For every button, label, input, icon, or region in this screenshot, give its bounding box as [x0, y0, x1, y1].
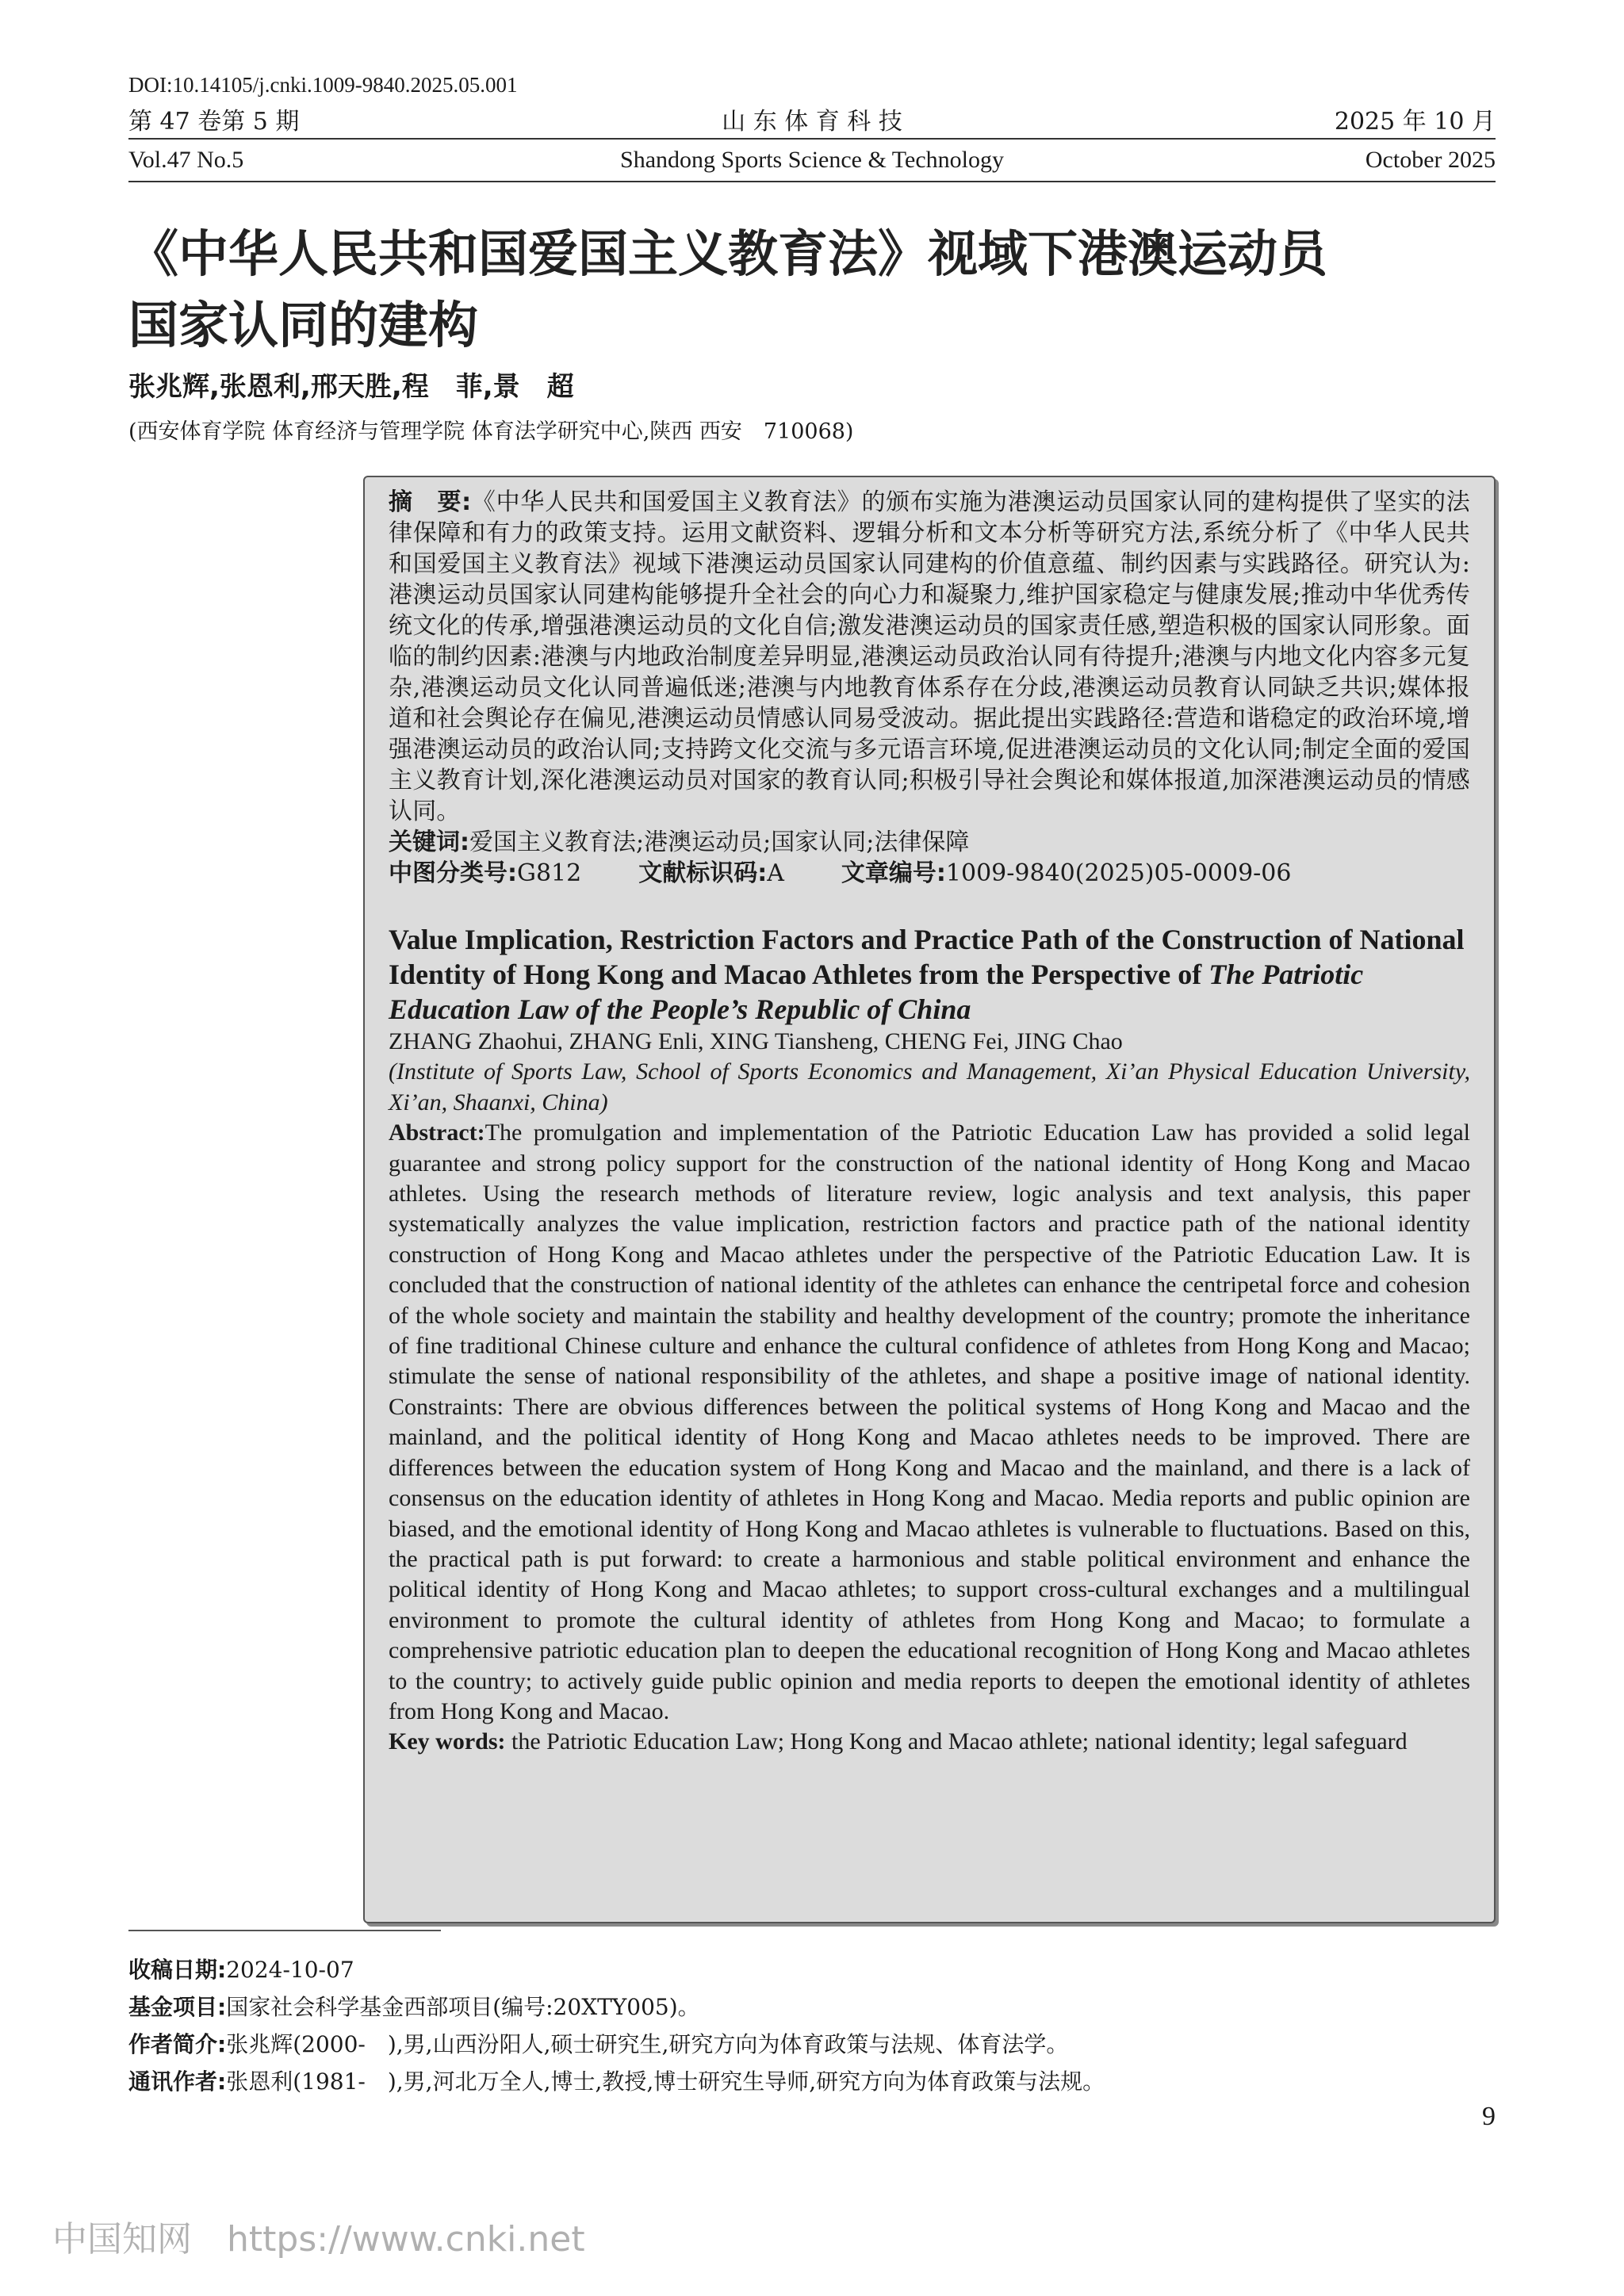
- received-label: 收稿日期:: [128, 1957, 227, 1983]
- english-keywords: [389, 1727, 1470, 1757]
- article-number-value: 1009-9840(2025)05-0009-06: [945, 859, 1292, 887]
- keywords-cn-text: 爱国主义教育法;港澳运动员;国家认同;法律保障: [469, 828, 970, 856]
- cnki-watermark: 中国知网 https://www.cnki.net: [52, 2219, 585, 2260]
- english-title-main: Value Implication, Restriction Factors and Practice Path of the Construction of National Identity of Hong Kong and Macao Athletes from the Perspective of: [389, 924, 1465, 990]
- article-title: [128, 219, 1508, 362]
- english-abstract: [389, 1118, 1470, 1727]
- corresponding-label: 通讯作者:: [128, 2068, 227, 2095]
- date-cn: 2025 年 10 月: [1334, 108, 1496, 136]
- affiliation: (西安体育学院 体育经济与管理学院 体育法学研究中心,陕西 西安 710068): [128, 419, 854, 444]
- clc-label: 中图分类号:: [389, 859, 517, 887]
- abstract-cn: [389, 487, 1470, 827]
- article-number-label: 文章编号:: [841, 859, 946, 887]
- english-affiliation-text: (Institute of Sports Law, School of Sports Economics and Management, Xi’an Physical Education University, Xi’an, Shaanxi, China): [389, 1058, 1470, 1115]
- classification-line: [389, 858, 1470, 889]
- footnote-fund: [128, 1990, 700, 2022]
- journal-name-cn: 山 东 体 育 科 技: [722, 108, 902, 136]
- abstract-cn-label: 摘 要:: [389, 488, 472, 516]
- english-keywords-text: the Patriotic Education Law; Hong Kong and Macao athlete; national identity; legal safeguard: [511, 1728, 1408, 1755]
- english-authors: ZHANG Zhaohui, ZHANG Enli, XING Tiansheng, CHENG Fei, JING Chao: [389, 1028, 1123, 1054]
- authors: 张兆辉,张恩利,邢天胜,程 菲,景 超: [128, 371, 574, 403]
- abstract-cn-text: 《中华人民共和国爱国主义教育法》的颁布实施为港澳运动员国家认同的建构提供了坚实的法律保障和有力的政策支持。运用文献资料、逻辑分析和文本分析等研究方法,系统分析了《中华人民共和国爱国主义教育法》视域下港澳运动员国家认同建构的价值意蕴、制约因素与实践路径。研究认为:港澳运动员国家认同建构能够提升全社会的向心力和凝聚力,维护国家稳定与健康发展;推动中华优秀传统文化的传承,增强港澳运动员的文化自信;激发港澳运动员的国家责任感,塑造积极的国家认同形象。面临的制约因素:港澳与内地政治制度差异明显,港澳运动员政治认同有待提升;港澳与内地文化内容多元复杂,港澳运动员文化认同普遍低迷;港澳与内地教育体系存在分歧,港澳运动员教育认同缺乏共识;媒体报道和社会舆论存在偏见,港澳运动员情感认同易受波动。据此提出实践路径:营造和谐稳定的政治环境,增强港澳运动员的政治认同;支持跨文化交流与多元语言环境,促进港澳运动员的文化认同;制定全面的爱国主义教育计划,深化港澳运动员对国家的教育认同;积极引导社会舆论和媒体报道,加深港澳运动员的情感认同。: [389, 488, 1471, 825]
- date-en: October 2025: [1365, 147, 1496, 173]
- doc-code-value: A: [767, 859, 784, 887]
- clc-value: G812: [517, 859, 582, 887]
- fund-label: 基金项目:: [128, 1994, 227, 2020]
- corresponding-text: 张恩利(1981- ),男,河北万全人,博士,教授,博士研究生导师,研究方向为体育政策与法规。: [226, 2068, 1105, 2095]
- fund-text: 国家社会科学基金西部项目(编号:20XTY005)。: [226, 1994, 700, 2020]
- journal-name-en: Shandong Sports Science & Technology: [620, 147, 1004, 173]
- english-abstract-text: The promulgation and implementation of the Patriotic Education Law has provided a solid legal guarantee and strong policy support for the construction of the national identity of Hong Kong and Macao athletes. Using the research methods of literature review, logic analysis and text analysis, this paper systematically analyzes the value implication, restriction factors and practice path of the national identity construction of Hong Kong and Macao athletes under the perspective of the Patriotic Education Law. It is concluded that the construction of national identity of the athletes can enhance the centripetal force and cohesion of the whole society and maintain the stability and healthy development of the country; promote the inheritance of fine traditional Chinese culture and enhance the cultural confidence of athletes from Hong Kong and Macao; stimulate the sense of national responsibility of the athletes, and shape a positive image of national identity. Constraints: There are obvious differences between the political systems of Hong Kong and Macao and the mainland, and the political identity of Hong Kong and Macao athletes needs to be improved. There are differences between the education system of Hong Kong and Macao and the mainland, and there is a lack of consensus on the education identity of athletes in Hong Kong and Macao. Media reports and public opinion are biased, and the emotional identity of Hong Kong and Macao athletes is vulnerable to fluctuations. Based on this, the practical path is put forward: to create a harmonious and stable political environment and enhance the political identity of Hong Kong and Macao athletes; to support cross-cultural exchanges and a multilingual environment to promote the cultural identity of athletes from Hong Kong and Macao; to formulate a comprehensive patriotic education plan to deepen the educational recognition of Hong Kong and Macao athletes to the country; to actively guide public opinion and media reports to deepen the emotional identity of athletes from Hong Kong and Macao.: [389, 1119, 1470, 1724]
- title-line-1: 《中华人民共和国爱国主义教育法》视域下港澳运动员: [128, 225, 1327, 283]
- doi: DOI:10.14105/j.cnki.1009-9840.2025.05.001: [128, 73, 518, 97]
- english-keywords-label: Key words:: [389, 1728, 506, 1755]
- header-rule-2: [128, 181, 1496, 182]
- page-number: 9: [1482, 2102, 1496, 2131]
- footnote-author: [128, 2027, 1068, 2059]
- volume-en: Vol.47 No.5: [128, 147, 244, 173]
- volume-cn: 第 47 卷第 5 期: [128, 108, 300, 136]
- english-title: [389, 922, 1470, 1027]
- english-title-law: The Patriotic Education Law of the People’s Republic of China: [389, 959, 1364, 1025]
- doc-code-label: 文献标识码:: [638, 859, 768, 887]
- author-bio-label: 作者简介:: [128, 2031, 227, 2057]
- english-abstract-label: Abstract:: [389, 1119, 485, 1146]
- author-bio-text: 张兆辉(2000- ),男,山西汾阳人,硕士研究生,研究方向为体育政策与法规、体育法学。: [226, 2031, 1069, 2057]
- received-date: 2024-10-07: [226, 1957, 354, 1983]
- english-affiliation: [389, 1057, 1470, 1118]
- keywords-cn: [389, 827, 1470, 858]
- header-rule: [128, 138, 1496, 140]
- keywords-cn-label: 关键词:: [389, 828, 469, 856]
- abstract-box: [363, 476, 1496, 1923]
- footnote-corresponding: [128, 2064, 1105, 2096]
- title-line-2: 国家认同的建构: [128, 297, 478, 354]
- footnote-received: [128, 1953, 354, 1984]
- footnote-rule: [128, 1930, 441, 1931]
